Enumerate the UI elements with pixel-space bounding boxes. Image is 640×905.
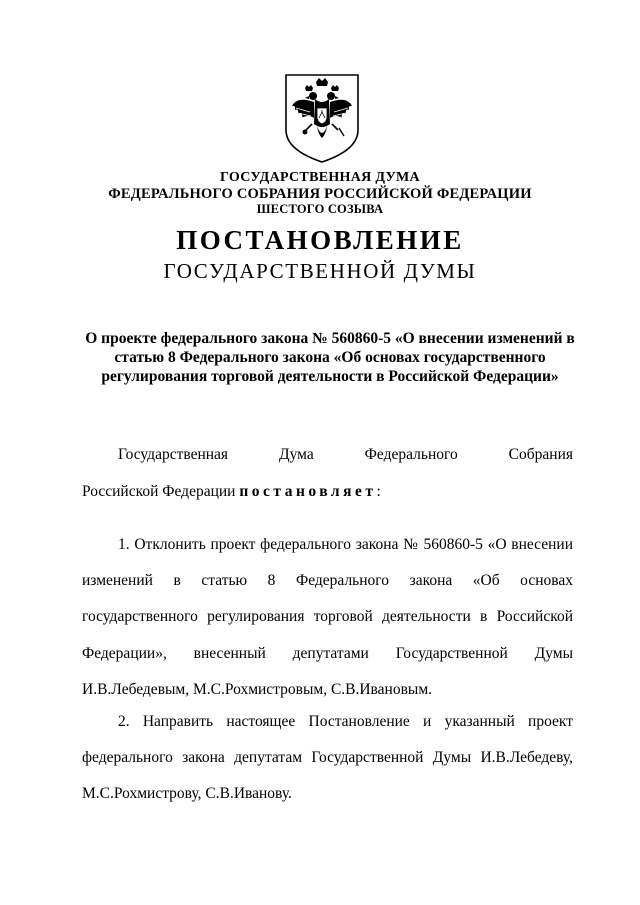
subject-line: регулирования торговой деятельности в Российской Федерации» [101, 368, 559, 385]
document-type-title: ПОСТАНОВЛЕНИЕ [176, 225, 464, 255]
item-line: изменений в статью 8 Федерального закона «Об основах [82, 572, 573, 590]
header-line-1: ГОСУДАРСТВЕННАЯ ДУМА [220, 170, 420, 185]
header-line-3: ШЕСТОГО СОЗЫВА [256, 202, 384, 216]
item-line: федерального закона депутатам Государственной Думы И.В.Лебедеву, [82, 749, 573, 767]
item-line: И.В.Лебедевым, М.С.Рохмистровым, С.В.Ивановым. [82, 680, 433, 698]
coat-of-arms-emblem [283, 72, 361, 164]
header-line-2: ФЕДЕРАЛЬНОГО СОБРАНИЯ РОССИЙСКОЙ ФЕДЕРАЦИИ [108, 186, 532, 202]
document-issuer-title: ГОСУДАРСТВЕННОЙ ДУМЫ [163, 259, 477, 283]
intro-line: Государственная Дума Федерального Собрания [118, 446, 573, 463]
intro-verb: постановляет [239, 483, 377, 500]
document-subject [60, 329, 600, 386]
subject-line: статью 8 Федерального закона «Об основах государственного [114, 349, 546, 366]
intro-line [82, 473, 573, 510]
item-line: Федерации», внесенный депутатами Государственной Думы [82, 644, 573, 662]
item-line: 1. Отклонить проект федерального закона № 560860-5 «О внесении [118, 536, 573, 553]
item-line: 2. Направить настоящее Постановление и указанный проект [118, 713, 573, 730]
resolution-item-2 [82, 704, 573, 813]
resolution-item-1 [82, 527, 573, 708]
intro-prefix: Российской Федерации [82, 483, 240, 500]
item-line: М.С.Рохмистрову, С.В.Иванову. [82, 785, 292, 803]
intro-colon: : [376, 483, 381, 500]
subject-line: О проекте федерального закона № 560860-5 «О внесении изменений в [85, 330, 575, 347]
item-line: государственного регулирования торговой деятельности в Российской [82, 608, 573, 626]
russian-coat-of-arms-icon [283, 72, 361, 164]
resolution-intro [82, 436, 573, 510]
